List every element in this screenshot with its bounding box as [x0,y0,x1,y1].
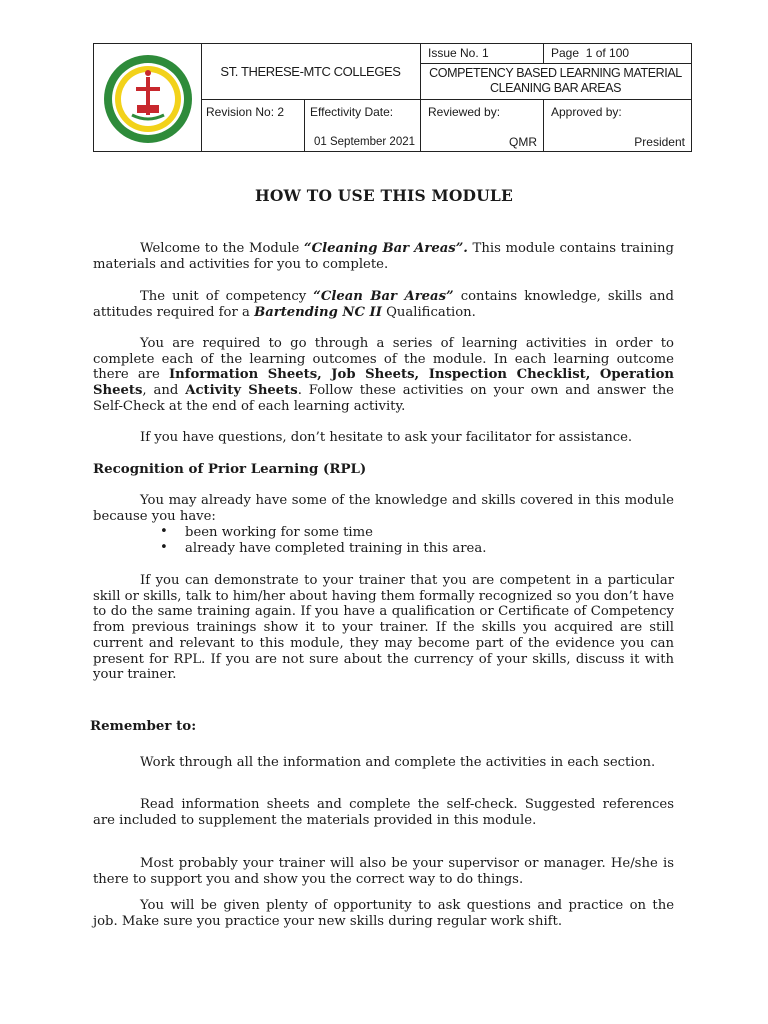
page-title: HOW TO USE THIS MODULE [254,186,514,205]
activities-paragraph: You are required to go through a series of learning activities in order to complete each of the learning outcomes of the module. In each learning outcome there are Information Sheets, Job Sheets, Inspection Checklist, Operation Sheets, and Activity Sheets. Follow these activities on your own and answer the Self-Check at the end of each learning activity. [93,336,674,414]
remember-item-2: Read information sheets and complete the self-check. Suggested references are included to supplement the materials provided in this module. [93,797,674,828]
document-type: COMPETENCY BASED LEARNING MATERIAL [429,66,682,80]
list-item: • already have completed training in this area. [160,541,486,557]
school-logo [102,53,194,145]
remember-item-1: Work through all the information and complete the activities in each section. [140,755,656,770]
rpl-heading: Recognition of Prior Learning (RPL) [93,461,367,477]
remember-heading: Remember to: [90,718,197,734]
list-item: • been working for some time [160,525,486,541]
competency-paragraph: The unit of competency “Clean Bar Areas” contains knowledge, skills and attitudes required for a Bartending NC II Qualification. [93,289,674,320]
revision-number: Revision No: 2 [206,105,285,119]
document-header [93,43,692,152]
effectivity-date: 01 September 2021 [314,136,416,148]
approved-by-label: Approved by: [551,105,622,119]
remember-item-4: You will be given plenty of opportunity to ask questions and practice on the job. Make sure you practice your new skills during regular work shift. [93,898,674,929]
rpl-bullet-list [160,525,486,557]
approved-by-value: President [634,135,685,149]
document-title: CLEANING BAR AREAS [489,81,622,95]
effectivity-label: Effectivity Date: [310,105,394,119]
school-name: ST. THERESE-MTC COLLEGES [220,64,401,79]
rpl-intro-paragraph: You may already have some of the knowledge and skills covered in this module because you have: [93,493,674,524]
issue-number: Issue No. 1 [428,46,489,60]
reviewed-by-value: QMR [509,135,537,149]
intro-paragraph: Welcome to the Module “Cleaning Bar Areas”. This module contains training materials and activities for you to complete. [93,241,674,272]
rpl-details-paragraph: If you can demonstrate to your trainer that you are competent in a particular skill or skills, talk to him/her about having them formally recognized so you don’t have to do the same training again. If you have a qualification or Certificate of Competency from previous trainings show it to your trainer. If the skills you acquired are still current and relevant to this module, they may become part of the evidence you can present for RPL. If you are not sure about the currency of your skills, discuss it with your trainer. [93,573,674,683]
page-number: Page 1 of 100 [551,46,630,60]
reviewed-by-label: Reviewed by: [428,105,501,119]
remember-item-3: Most probably your trainer will also be your supervisor or manager. He/she is there to support you and show you the correct way to do things. [93,856,674,887]
questions-paragraph: If you have questions, don’t hesitate to ask your facilitator for assistance. [140,430,633,445]
